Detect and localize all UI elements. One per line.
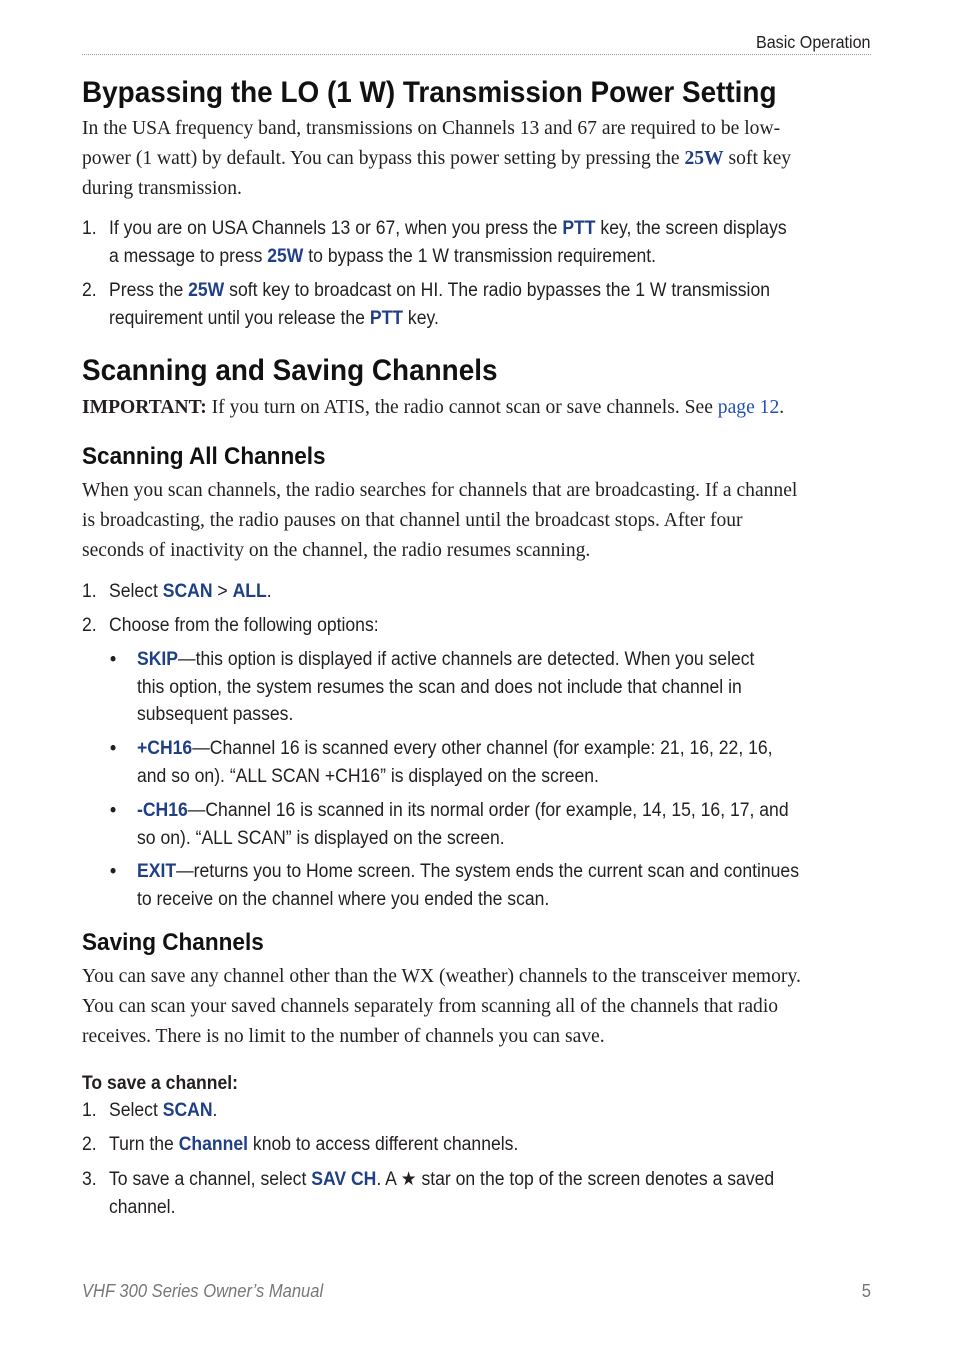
subsection-title-saving: Saving Channels	[82, 929, 264, 956]
text-run: Select	[109, 581, 163, 602]
text-run: —Channel 16 is scanned in its normal order (for example, 14, 15, 16, 17, and	[187, 800, 789, 821]
text-line: channel.	[109, 1196, 176, 1218]
step-number: 3.	[82, 1169, 97, 1190]
save-step-2	[109, 1131, 518, 1159]
text-line: subsequent passes.	[137, 704, 294, 726]
option-minus-ch16	[137, 797, 789, 852]
text-line	[137, 646, 754, 674]
star-icon: ★	[400, 1169, 417, 1190]
text-run: —Channel 16 is scanned every other channel (for example: 21, 16, 22, 16,	[192, 738, 773, 759]
section-title-scanning-saving: Scanning and Saving Channels	[82, 354, 498, 387]
text-run: soft key to broadcast on HI. The radio bypasses the 1 W transmission	[224, 280, 771, 301]
text-run: a message to press	[109, 245, 268, 267]
keyword-exit: EXIT	[137, 861, 177, 882]
keyword-all: ALL	[232, 581, 267, 602]
important-note	[82, 392, 846, 422]
text-line: this option, the system resumes the scan and does not include that channel in	[137, 676, 742, 698]
text-line	[82, 143, 846, 173]
text-run: >	[212, 581, 233, 602]
keyword-scan: SCAN	[162, 581, 213, 602]
text-line: to receive on the channel where you ended the scan.	[137, 888, 550, 910]
text-run: —this option is displayed if active channels are detected. When you select	[178, 649, 755, 670]
text-run: —returns you to Home screen. The system ends the current scan and continues	[176, 861, 799, 882]
subsection-title-scanning-all: Scanning All Channels	[82, 443, 326, 470]
text-line: and so on). “ALL SCAN +CH16” is displayed on the screen.	[137, 765, 599, 787]
step-number: 1.	[82, 218, 97, 239]
text-line	[82, 392, 846, 422]
text-line: receives. There is no limit to the number of channels you can save.	[82, 1025, 605, 1048]
text-run: .	[212, 1100, 218, 1121]
text-line	[109, 1097, 217, 1125]
scan-step-1	[109, 578, 272, 606]
keyword-channel: Channel	[178, 1134, 249, 1155]
keyword-ptt: PTT	[562, 218, 596, 239]
header-divider	[82, 54, 871, 55]
text-line	[109, 243, 787, 271]
text-line: You can scan your saved channels separately from scanning all of the channels that radio	[82, 995, 779, 1018]
text-line	[109, 1131, 518, 1159]
text-run: power (1 watt) by default. You can bypass this power setting by pressing the	[82, 147, 685, 170]
save-step-3	[109, 1166, 774, 1221]
bypass-step-2	[109, 277, 770, 332]
text-line: In the USA frequency band, transmissions on Channels 13 and 67 are required to be low-	[82, 117, 781, 139]
keyword-skip: SKIP	[137, 649, 179, 670]
bypass-intro-paragraph	[82, 113, 846, 204]
text-run: If you are on USA Channels 13 or 67, when you press the	[109, 218, 563, 239]
text-line	[109, 1166, 774, 1194]
scanning-all-paragraph	[82, 475, 846, 566]
page-number: 5	[861, 1281, 871, 1301]
section-title-bypassing: Bypassing the LO (1 W) Transmission Power Setting	[82, 76, 777, 109]
text-run: knob to access different channels.	[248, 1134, 519, 1155]
text-line: during transmission.	[82, 177, 242, 200]
text-run: Press the	[109, 280, 189, 301]
page-12-link[interactable]: page 12	[717, 396, 780, 418]
keyword-ptt: PTT	[369, 307, 404, 329]
text-line: When you scan channels, the radio searches for channels that are broadcasting. If a channel	[82, 479, 798, 501]
text-run: To save a channel, select	[109, 1169, 312, 1190]
step-number: 1.	[82, 1100, 97, 1121]
text-line	[109, 277, 770, 305]
text-run: soft key	[723, 147, 792, 170]
running-header: Basic Operation	[756, 32, 871, 52]
step-number: 2.	[82, 615, 97, 636]
text-run: key, the screen displays	[595, 218, 787, 239]
saving-paragraph	[82, 961, 846, 1052]
bullet-icon: •	[110, 649, 117, 670]
step-number: 2.	[82, 280, 97, 301]
text-run: .	[266, 581, 272, 602]
step-number: 1.	[82, 581, 97, 602]
keyword-25w: 25W	[684, 147, 724, 170]
keyword-sav-ch: SAV CH	[311, 1169, 377, 1190]
text-line	[109, 578, 272, 606]
text-run: Turn the	[109, 1134, 179, 1155]
text-run: If you turn on ATIS, the radio cannot scan or save channels. See	[206, 396, 718, 418]
footer-manual-title: VHF 300 Series Owner’s Manual	[82, 1281, 324, 1301]
keyword-scan: SCAN	[162, 1100, 213, 1121]
scan-step-2: Choose from the following options:	[109, 615, 379, 636]
bullet-icon: •	[110, 738, 117, 759]
bullet-icon: •	[110, 861, 117, 882]
text-line	[137, 858, 799, 886]
text-line: You can save any channel other than the WX (weather) channels to the transceiver memory.	[82, 965, 801, 987]
text-run: .	[779, 396, 785, 418]
keyword-25w: 25W	[188, 280, 225, 301]
keyword-plus-ch16: +CH16	[137, 738, 193, 759]
option-plus-ch16	[137, 735, 773, 790]
text-line: seconds of inactivity on the channel, the radio resumes scanning.	[82, 539, 591, 562]
text-run: key.	[403, 307, 439, 329]
option-skip	[137, 646, 754, 729]
text-run: . A	[376, 1169, 401, 1190]
text-line	[109, 215, 787, 243]
bypass-step-1	[109, 215, 787, 270]
text-line	[137, 797, 789, 825]
text-run: to bypass the 1 W transmission requirement.	[303, 245, 657, 267]
step-number: 2.	[82, 1134, 97, 1155]
keyword-25w: 25W	[267, 245, 304, 267]
procedure-title: To save a channel:	[82, 1073, 238, 1094]
save-step-1	[109, 1097, 217, 1125]
text-run: star on the top of the screen denotes a saved	[416, 1169, 775, 1190]
keyword-minus-ch16: -CH16	[137, 800, 188, 821]
bullet-icon: •	[110, 800, 117, 821]
text-line: so on). “ALL SCAN” is displayed on the screen.	[137, 827, 505, 849]
text-line	[137, 735, 773, 763]
text-line: is broadcasting, the radio pauses on that channel until the broadcast stops. After four	[82, 509, 743, 532]
option-exit	[137, 858, 799, 913]
text-line	[109, 305, 770, 333]
text-run: requirement until you release the	[109, 307, 370, 329]
important-label: IMPORTANT:	[82, 396, 207, 418]
text-run: Select	[109, 1100, 163, 1121]
